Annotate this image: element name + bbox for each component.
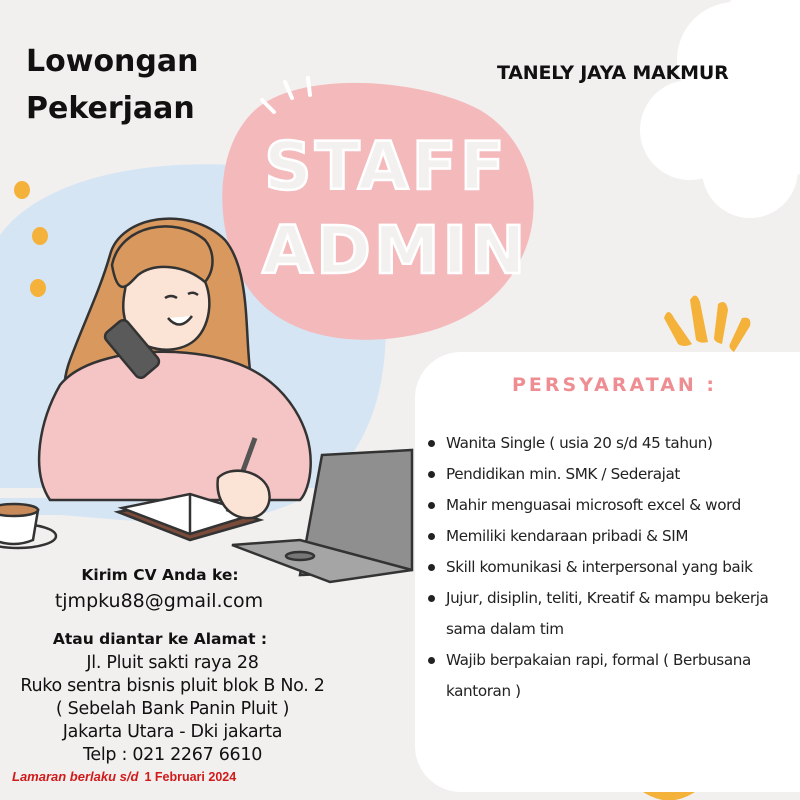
address-line: Jl. Pluit sakti raya 28: [86, 653, 259, 673]
address-line: ( Sebelah Bank Panin Pluit ): [55, 699, 290, 719]
company-name: TANELY JAYA MAKMUR: [497, 62, 729, 84]
requirement-item: Wajib berpakaian rapi, formal ( Berbusana kantoran ): [428, 645, 800, 707]
requirements-title: PERSYARATAN :: [512, 374, 718, 396]
address-line: Jakarta Utara - Dki jakarta: [62, 722, 283, 742]
requirement-item: Mahir menguasai microsoft excel & word: [428, 490, 800, 521]
header-line2: Pekerjaan: [26, 91, 195, 126]
email-link[interactable]: tjmpku88@gmail.com: [54, 590, 264, 612]
validity-footer: [12, 769, 236, 784]
requirement-item: Jujur, disiplin, teliti, Kreatif & mampu bekerja sama dalam tim: [428, 583, 800, 645]
address-line: Ruko sentra bisnis pluit blok B No. 2: [20, 676, 325, 696]
requirements-list: [428, 428, 800, 707]
requirement-item: Skill komunikasi & interpersonal yang baik: [428, 552, 800, 583]
validity-date: 1 Februari 2024: [144, 770, 237, 784]
header-title: [26, 38, 199, 132]
orange-sparkle-icon: [664, 295, 750, 352]
deliver-label: Atau diantar ke Alamat :: [52, 630, 268, 648]
flower-decoration: [640, 0, 800, 218]
send-cv-label: Kirim CV Anda ke:: [81, 566, 239, 584]
requirement-item: Memiliki kendaraan pribadi & SIM: [428, 521, 800, 552]
requirement-item: Wanita Single ( usia 20 s/d 45 tahun): [428, 428, 800, 459]
role-line2: ADMIN: [262, 212, 529, 289]
requirement-item: Pendidikan min. SMK / Sederajat: [428, 459, 800, 490]
role-line1: STAFF: [264, 128, 508, 205]
phone-number: Telp : 021 2267 6610: [82, 745, 263, 765]
address-block: [0, 652, 345, 767]
header-line1: Lowongan: [26, 44, 199, 79]
validity-label: Lamaran berlaku s/d: [12, 769, 139, 784]
